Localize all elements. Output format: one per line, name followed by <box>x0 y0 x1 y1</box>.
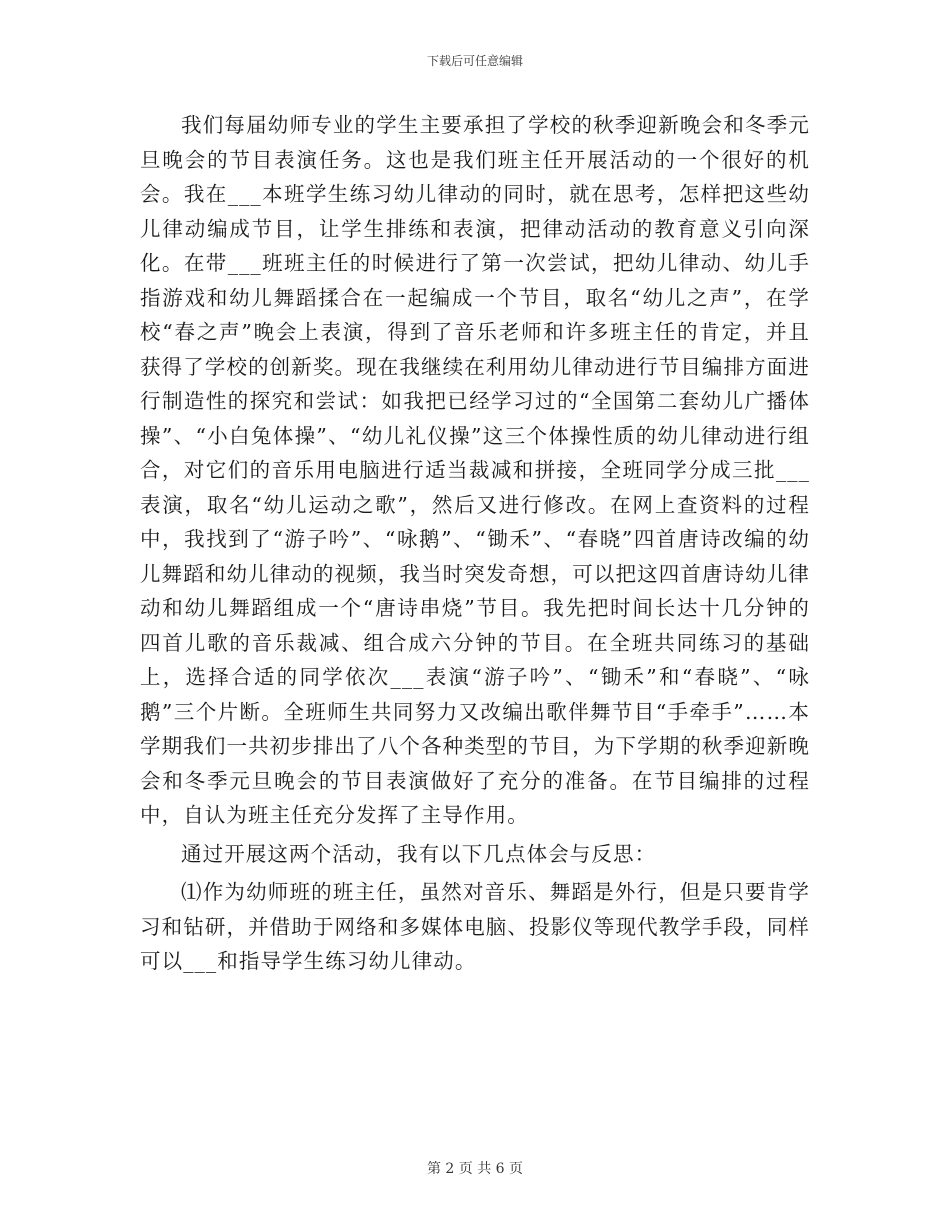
paragraph-reflection-intro: 通过开展这两个活动，我有以下几点体会与反思： <box>181 841 657 866</box>
paragraph-reflection-point-1: ⑴作为幼师班的班主任，虽然对音乐、舞蹈是外行，但是只要肯学习和钻研，并借助于网络和多媒体电脑、投影仪等现代教学手段，同样可以___和指导学生练习幼儿律动。 <box>140 880 810 973</box>
paragraph-performance-arrangement: 我们每届幼师专业的学生主要承担了学校的秋季迎新晚会和冬季元旦晚会的节目表演任务。这也是我们班主任开展活动的一个很好的机会。我在___本班学生练习幼儿律动的同时，就在思考，怎样把这些幼儿律动编成节目，让学生排练和表演，把律动活动的教育意义引向深化。在带___班班主任的时候进行了第一次尝试，把幼儿律动、幼儿手指游戏和幼儿舞蹈揉合在一起编成一个节目，取名“幼儿之声”，在学校“春之声”晚会上表演，得到了音乐老师和许多班主任的肯定，并且获得了学校的创新奖。现在我继续在利用幼儿律动进行节目编排方面进行制造性的探究和尝试：如我把已经学习过的“全国第二套幼儿广播体操”、“小白兔体操”、“幼儿礼仪操”这三个体操性质的幼儿律动进行组合，对它们的音乐用电脑进行适当裁减和拼接，全班同学分成三批___表演，取名“幼儿运动之歌”，然后又进行修改。在网上查资料的过程中，我找到了“游子吟”、“咏鹅”、“锄禾”、“春晓”四首唐诗改编的幼儿舞蹈和幼儿律动的视频，我当时突发奇想，可以把这四首唐诗幼儿律动和幼儿舞蹈组成一个“唐诗串烧”节目。我先把时间长达十几分钟的四首儿歌的音乐裁减、组合成六分钟的节目。在全班共同练习的基础上，选择合适的同学依次___表演“游子吟”、“锄禾”和“春晓”、“咏鹅”三个片断。全班师生共同努力又改编出歌伴舞节目“手牵手”……本学期我们一共初步排出了八个各种类型的节目，为下学期的秋季迎新晚会和冬季元旦晚会的节目表演做好了充分的准备。在节目编排的过程中，自认为班主任充分发挥了主导作用。 <box>140 113 810 827</box>
page-number: 第 2 页 共 6 页 <box>426 1161 524 1177</box>
page-header: 下载后可任意编辑 <box>426 54 523 68</box>
document-body <box>140 108 810 979</box>
